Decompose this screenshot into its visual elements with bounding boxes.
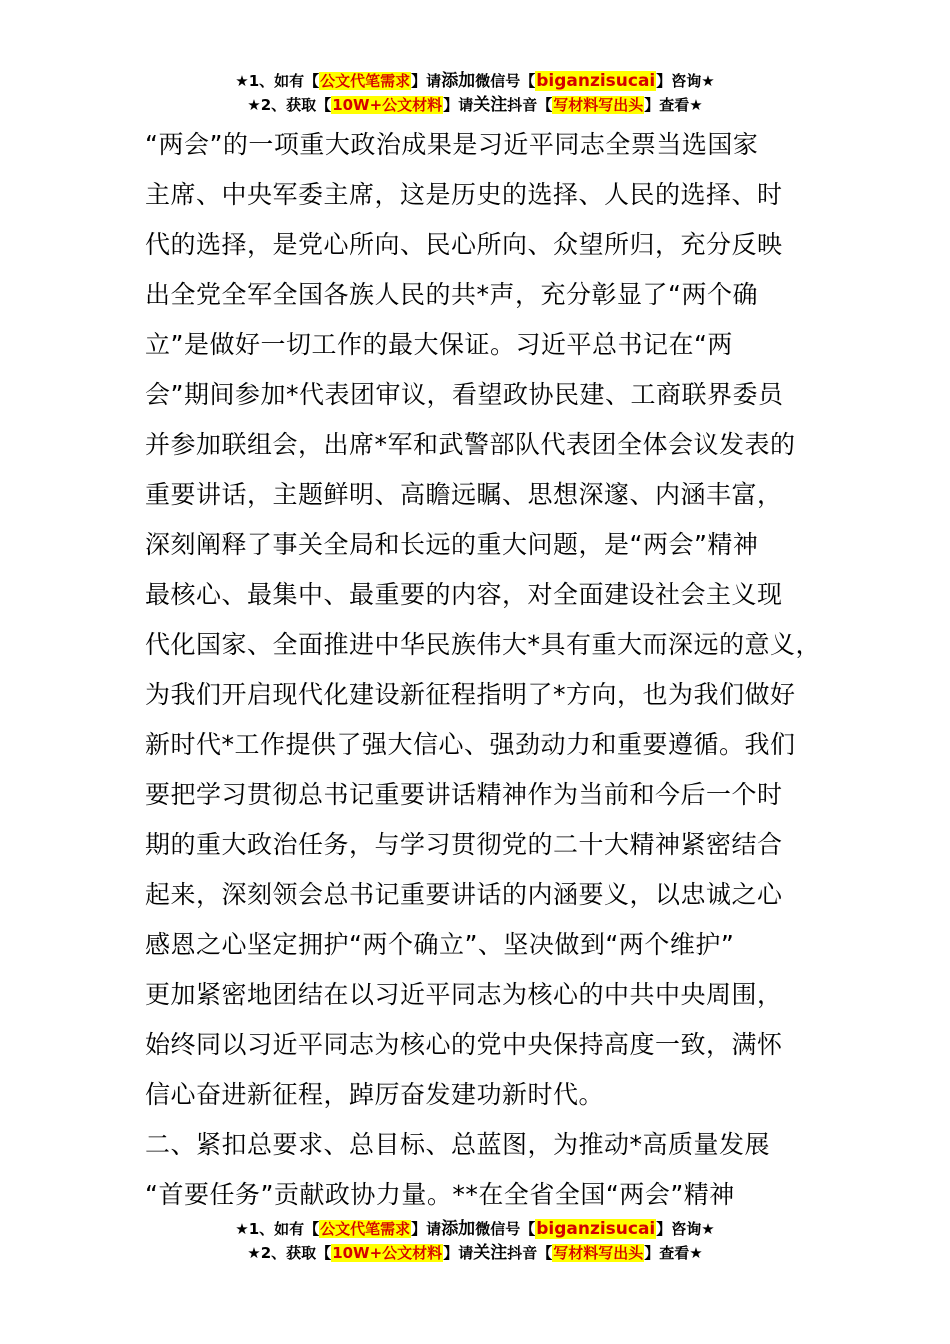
body-line: 起来，深刻领会总书记重要讲话的内涵要义，以忠诚之心 bbox=[145, 880, 783, 909]
body-line: 始终同以习近平同志为核心的党中央保持高度一致，满怀 bbox=[145, 1030, 783, 1059]
banner-highlight: 10W+公文材料 bbox=[332, 96, 443, 114]
banner-douyin-id: 写材料写出头 bbox=[553, 1244, 644, 1262]
banner-highlight: 10W+公文材料 bbox=[332, 1244, 443, 1262]
banner-line-2: ★2、获取【10W+公文材料】请关注抖音【写材料写出头】查看★ bbox=[247, 1243, 703, 1263]
body-line: 并参加联组会，出席*军和武警部队代表团全体会议发表的 bbox=[145, 430, 796, 459]
body-line: 代的选择，是党心所向、民心所向、众望所归，充分反映 bbox=[145, 230, 783, 259]
top-ad-banner bbox=[0, 69, 950, 117]
body-line: 更加紧密地团结在以习近平同志为核心的中共中央周围， bbox=[145, 980, 783, 1009]
banner-highlight: 公文代笔需求 bbox=[320, 72, 411, 90]
banner-line-1: ★1、如有【公文代笔需求】请添加微信号【biganzisucai】咨询★ bbox=[235, 71, 715, 91]
body-line: 为我们开启现代化建设新征程指明了*方向，也为我们做好 bbox=[145, 680, 796, 709]
banner-wechat-id: biganzisucai bbox=[536, 1219, 656, 1239]
body-line: “首要任务”贡献政协力量。**在全省全国“两会”精神 bbox=[145, 1180, 735, 1209]
document-body bbox=[145, 120, 835, 1220]
banner-line-1: ★1、如有【公文代笔需求】请添加微信号【biganzisucai】咨询★ bbox=[235, 1219, 715, 1239]
body-line: 最核心、最集中、最重要的内容，对全面建设社会主义现 bbox=[145, 580, 783, 609]
banner-wechat-id: biganzisucai bbox=[536, 71, 656, 91]
body-line: 信心奋进新征程，踔厉奋发建功新时代。 bbox=[145, 1080, 605, 1109]
body-line: 感恩之心坚定拥护“两个确立”、坚决做到“两个维护” bbox=[145, 930, 735, 959]
banner-douyin-id: 写材料写出头 bbox=[553, 96, 644, 114]
body-line: 期的重大政治任务，与学习贯彻党的二十大精神紧密结合 bbox=[145, 830, 783, 859]
body-line: 会”期间参加*代表团审议，看望政协民建、工商联界委员 bbox=[145, 380, 784, 409]
body-line: “两会”的一项重大政治成果是习近平同志全票当选国家 bbox=[145, 130, 759, 159]
body-line: 要把学习贯彻总书记重要讲话精神作为当前和今后一个时 bbox=[145, 780, 783, 809]
body-line: 新时代*工作提供了强大信心、强劲动力和重要遵循。我们 bbox=[145, 730, 796, 759]
body-line: 主席、中央军委主席，这是历史的选择、人民的选择、时 bbox=[145, 180, 783, 209]
banner-line-2: ★2、获取【10W+公文材料】请关注抖音【写材料写出头】查看★ bbox=[247, 95, 703, 115]
bottom-ad-banner bbox=[0, 1217, 950, 1265]
body-line: 立”是做好一切工作的最大保证。习近平总书记在“两 bbox=[145, 330, 733, 359]
body-line: 出全党全军全国各族人民的共*声，充分彰显了“两个确 bbox=[145, 280, 758, 309]
banner-highlight: 公文代笔需求 bbox=[320, 1220, 411, 1238]
body-line: 代化国家、全面推进中华民族伟大*具有重大而深远的意义， bbox=[145, 630, 822, 659]
section-heading-line: 二、紧扣总要求、总目标、总蓝图，为推动*高质量发展 bbox=[145, 1130, 771, 1159]
body-line: 深刻阐释了事关全局和长远的重大问题，是“两会”精神 bbox=[145, 530, 759, 559]
body-line: 重要讲话，主题鲜明、高瞻远瞩、思想深邃、内涵丰富， bbox=[145, 480, 783, 509]
